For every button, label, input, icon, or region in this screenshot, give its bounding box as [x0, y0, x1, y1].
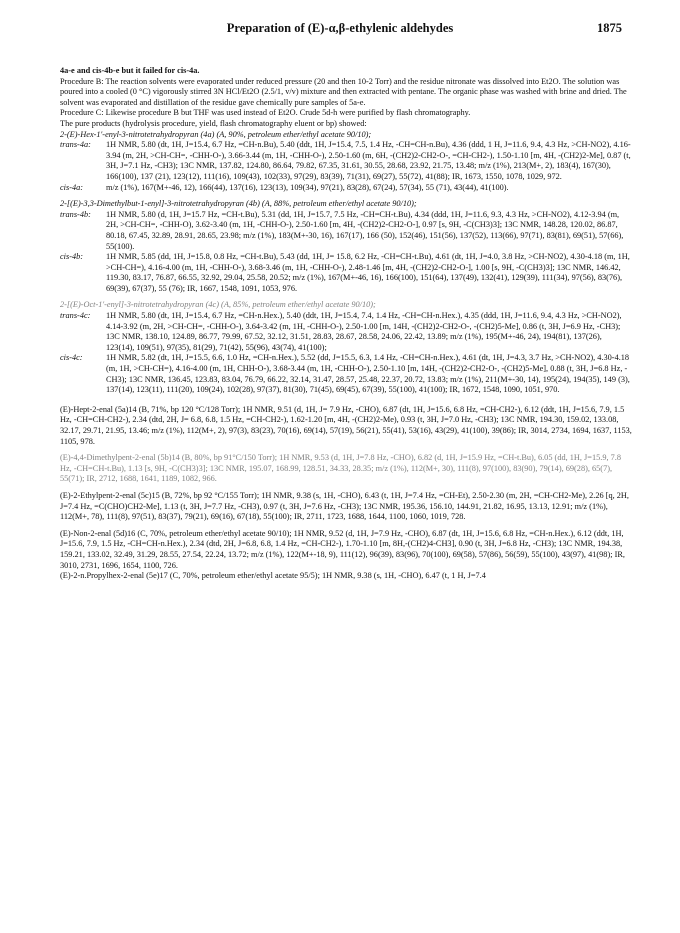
paragraph: 2-[(E)-Oct-1'-enyl]-3-nitrotetrahydropyran (4c) (A, 85%, petroleum ether/ethyl acetate 90/10);	[60, 300, 376, 310]
paragraph: 4a-e and cis-4b-e but it failed for cis-4a.	[60, 66, 200, 75]
paragraph: The pure products (hydrolysis procedure, yield, flash chromatography eluent or bp) showed:	[60, 118, 367, 128]
compound-data-row	[60, 252, 632, 294]
paragraph: Procedure C: Likewise procedure B but THF was used instead of Et2O. Crude 5d-h were purified by flash chromatography.	[60, 108, 471, 118]
paragraph: 2-[(E)-3,3-Dimethylbut-1-enyl]-3-nitrotetrahydropyran (4b) (A, 88%, petroleum ether/ethyl acetate 90/10);	[60, 199, 417, 209]
spectral-data-text: m/z (1%), 167(M+-46, 12), 166(44), 137(16), 123(13), 109(34), 97(21), 83(28), 67(24), 57(34), 55 (71), 43(44), 41(100).	[106, 182, 509, 192]
isomer-label: cis-4c:	[60, 353, 83, 363]
spectral-data-text: 1H NMR, 5.82 (dt, 1H, J=15.5, 6.6, 1.0 Hz, =CH-n.Hex.), 5.52 (dd, J=15.5, 6.3, 1.4 Hz, -CH=CH-n.Hex.), 4.61 (dt, 1H, J=4.3, 3.7 Hz, >CH-NO2), 4.30-4.18 (m, 1H, >CH-CH=), 4.16-4.00 (m, 1H, CHH-O-), 3.68-3.44 (m, 1H, -CHH-O-), 2.50-1.10 [m, 14H, -(CH2)2-CH2-O-, -(CH2)5-Me], 0.88 (t, 3H, J=6.8 Hz, -CH3); 13C NMR, 136.45, 123.83, 83.04, 76.79, 66.22, 32.14, 31.47, 28.57, 25.48, 22.37, 20.72, 13.83; m/z (1%), 211(M+-30, 14), 195(24), 194(35), 149 (3), 137(14), 123(11), 111(20), 109(24), 102(28), 97(37), 81(30), 71(45), 69(45), 67(39), 55(100), 41(100); IR, 1672, 1548, 1090, 1051, 970.	[106, 353, 630, 395]
isomer-label: trans-4b:	[60, 209, 91, 219]
isomer-label: trans-4c:	[60, 311, 91, 321]
paragraph: (E)-2-n.Propylhex-2-enal (5e)17 (C, 70%, petroleum ether/ethyl acetate 95/5); 1H NMR, 9.38 (s, 1H, -CHO), 6.47 (t, 1 H, J=7.4	[60, 571, 486, 581]
spectral-data-text: 1H NMR, 5.80 (d, 1H, J=15.7 Hz, =CH-t.Bu), 5.31 (dd, 1H, J=15.7, 7.5 Hz, -CH=CH-t.Bu), 4.34 (ddd, 1H, J=11.6, 9.3, 4.3 Hz, >CH-NO2), 4.12-3.94 (m, 2H, >CH-CH=, -CHH-O), 3.62-3.40 (m, 1H, -CHH-O-), 2.50-1.60 [m, 4H, -(CH2)2-CH2-O-], 0.97 [s, 9H, -C(CH3)3]; 13C NMR, 148.28, 120.02, 86.87, 80.18, 67.45, 32.89, 28.91, 28.65, 23.98; m/z (1%), 183(M+-30, 16), 167(17), 166 (50), 152(46), 151(56), 137(52), 113(66), 97(71), 83(81), 69(51), 57(66), 55(100).	[106, 209, 624, 251]
spectral-data-text: 1H NMR, 5.85 (dd, 1H, J=15.8, 0.8 Hz, =CH-t.Bu), 5.43 (dd, 1H, J= 15.8, 6.2 Hz, -CH=CH-t.Bu), 4.61 (dt, 1H, J=4.0, 3.8 Hz, >CH-NO2), 4.30-4.18 (m, 1H, >CH-CH=), 4.16-4.00 (m, 1H, -CHH-O-), 3.68-3.46 (m, 1H, -CHH-O-), 2.48-1.46 [m, 4H, -(CH2)2-CH2-O-], 1.00 [s, 9H, -C(CH3)3]; 13C NMR, 146.42, 119.30, 83.17, 76.87, 66.55, 32.92, 29.04, 25.58, 20.52; m/z (1%), 167(M+-46, 16), 166(100), 151(64), 137(49), 132(41), 129(39), 111(34), 97(56), 83(76), 69(39), 67(37), 55 (76); IR, 1667, 1548, 1091, 1053, 976.	[106, 252, 630, 293]
isomer-label: trans-4a:	[60, 140, 91, 150]
compound-data-row	[60, 311, 632, 353]
spectral-data-text: 1H NMR, 5.80 (dt, 1H, J=15.4, 6.7 Hz, =CH-n.Bu), 5.40 (ddt, 1H, J=15.4, 7.5, 1.4 Hz, -CH=CH-n.Bu), 4.36 (ddd, 1 H, J=11.6, 9.4, 4.3 Hz, >CH-NO2), 4.16-3.94 (m, 2H, >CH-CH=, -CHH-O-), 3.66-3.44 (m, 1H, -CHH-O-), 2.50-1.60 (m, 6H, -(CH2)2-CH2-O-, =CH-CH2-), 1.50-1.10 [m, 4H, -(CH2)2-Me], 0.87 (t, 3H, J=7.1 Hz, -CH3); 13C NMR, 137.82, 124.80, 86.64, 79.82, 67.35, 31.61, 30.55, 28.68, 23.92, 21.75, 13.48; m/z (1%), 213(M+, 2), 183(4), 167(30), 166(100), 137 (21), 123(12), 111(16), 109(43), 102(33), 97(29), 83(39), 71(31), 69(27), 55(72), 41(88); IR, 1673, 1550, 1078, 1029, 972.	[106, 140, 631, 181]
compound-data-row	[60, 353, 632, 395]
article-body	[60, 66, 632, 582]
paragraph: 2-(E)-Hex-1'-enyl-3-nitrotetrahydropyran (4a) (A, 90%, petroleum ether/ethyl acetate 90/10);	[60, 129, 372, 139]
isomer-label: cis-4b:	[60, 252, 84, 262]
paragraph: (E)-Non-2-enal (5d)16 (C, 70%, petroleum ether/ethyl acetate 90/10); 1H NMR, 9.52 (d, 1H, J=7.9 Hz, -CHO), 6.87 (dt, 1H, J=15.6, 6.8 Hz, =CH-n.Hex.), 6.12 (ddt, 1H, J=15.6, 7.9, 1.5 Hz, -CH=CH-n.Hex.), 2.34 (dtd, 2H, J=6.8, 6.8, 1.4 Hz, =CH-CH2-), 1.70-1.10 [m, 8H,-(CH2)4-CH3], 0.90 (t, 3H, J=6.8 Hz, -CH3); 13C NMR, 194.38, 159.21, 133.02, 32.49, 31.29, 28.55, 27.54, 22.24, 13.72; m/z (1%), 122(M+-18, 9), 111(12), 96(39), 83(96), 70(100), 69(58), 57(86), 56(59), 55(100), 43(97), 41(98); IR, 3010, 2731, 1696, 1654, 1100, 726.	[60, 528, 625, 570]
paragraph: (E)-2-Ethylpent-2-enal (5c)15 (B, 72%, bp 92 °C/155 Torr); 1H NMR, 9.38 (s, 1H, -CHO), 6.43 (t, 1H, J=7.4 Hz, =CH-Et), 2.50-2.30 (m, 2H, =CH-CH2-Me), 2.26 [q, 2H, J=7.4 Hz, =C(CHO)CH2-Me], 1.13 (t, 3H, J=7.7 Hz, -CH3), 0.97 (t, 3H, J=7.6 Hz, -CH3); 13C NMR, 195.36, 156.10, 144.91, 21.82, 16.95, 13.13, 12.91; m/z (1%), 112(M+, 78), 111(8), 97(51), 83(37), 79(21), 69(16), 67(18), 55(100); IR, 2711, 1723, 1688, 1644, 1100, 1060, 1019, 728.	[60, 490, 629, 522]
paragraph: Procedure B: The reaction solvents were evaporated under reduced pressure (20 and then 10-2 Torr) and the residue nitronate was dissolved into Et2O. The solution was poured into a cooled (0 °C) vigorously stirred 3N HCl/Et2O (2.5/1, v/v) mixture and then extracted with pentane. The organic phase was washed with brine and dried. The solvent was evaporated and distillation of the residue gave chemically pure samples of 5a-e.	[60, 76, 627, 107]
paragraph: (E)-Hept-2-enal (5a)14 (B, 71%, bp 120 °C/128 Torr); 1H NMR, 9.51 (d, 1H, J= 7.9 Hz, -CHO), 6.87 (dt, 1H, J=15.6, 6.8 Hz, =CH-CH2-), 6.12 (ddt, 1H, J=15.6, 7.9, 1.5 Hz, -CH=CH-CH2-), 2.34 (dtd, 2H, J= 6.8, 6.8, 1.5 Hz, =CH-CH2-), 1.62-1.20 [m, 4H, -(CH2)2-Me), 0.93 (t, 3H, J=7.0 Hz, -CH3); 13C NMR, 194.30, 159.02, 133.08, 32.17, 29.71, 21.95, 13.46; m/z (1%), 112(M+, 2), 97(3), 83(23), 70(16), 69(14), 57(19), 56(21), 55(41), 53(16), 43(29), 41(100), 39(86); IR, 3014, 2734, 1694, 1637, 1153, 1105, 978.	[60, 404, 632, 446]
compound-data-row	[60, 210, 632, 252]
page-number: 1875	[597, 21, 622, 35]
running-header-title: Preparation of (E)-α,β-ethylenic aldehydes	[226, 21, 454, 35]
compound-data-row	[60, 140, 632, 182]
isomer-label: cis-4a:	[60, 182, 84, 192]
paragraph-spacer	[60, 396, 632, 405]
paragraph: (E)-4,4-Dimethylpent-2-enal (5b)14 (B, 80%, bp 91°C/150 Torr); 1H NMR, 9.53 (d, 1H, J=7.8 Hz, -CHO), 6.82 (d, 1H, J=15.9 Hz, =CH-t.Bu), 6.05 (dd, 1H, J=15.9, 7.8 Hz, -CH=CH-t.Bu), 1.13 [s, 9H, -C(CH3)3]; 13C NMR, 195.07, 168.99, 128.51, 34.33, 28.35; m/z (1%), 112(M+, 30), 111(8), 97(100), 83(90), 79(14), 69(28), 65(7), 55(71); IR, 2712, 1688, 1641, 1189, 1082, 966.	[60, 453, 621, 484]
spectral-data-text: 1H NMR, 5.80 (dt, 1H, J=15.4, 6.7 Hz, =CH-n.Hex.), 5.40 (ddt, 1H, J=15.4, 7.4, 1.4 Hz, -CH=CH-n.Hex.), 4.35 (ddd, 1H, J=11.6, 9.4, 4.3 Hz, >CH-NO2), 4.14-3.92 (m, 2H, >CH-CH=, -CHH-O-), 3.64-3.42 (m, 1H, -CHH-O-), 2.50-1.00 [m, 14H, -(CH2)2-CH2-O-, -(CH2)5-Me], 0.86 (t, 3H, J=6.9 Hz, -CH3); 13C NMR, 138.10, 124.89, 86.77, 79.99, 67.52, 32.12, 31.51, 28.83, 28.67, 28.58, 24.06, 22.42, 13.89; m/z (1%), 195(M+-46, 24), 194(81), 137(26), 123(14), 109(51), 97(35), 81(29), 71(42), 55(96), 43(74), 41(100);	[106, 311, 622, 352]
compound-data-row	[60, 183, 632, 194]
